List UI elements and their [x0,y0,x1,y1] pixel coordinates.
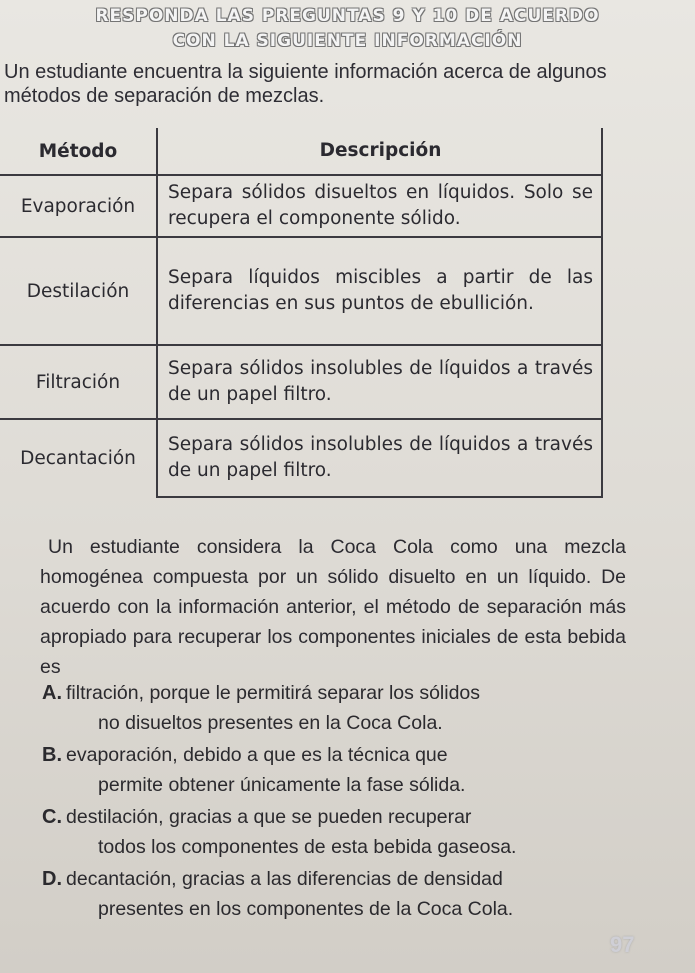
option-text-line-2: permite obtener únicamente la fase sólida. [98,774,466,796]
table-row [0,419,602,497]
table-row [0,237,602,345]
methods-table [0,128,603,498]
method-cell: Evaporación [0,175,157,237]
column-header-method: Método [0,128,157,175]
section-header [0,4,695,54]
option-text-line-1: evaporación, debido a que es la técnica que [66,744,448,766]
option-text-line-1: destilación, gracias a que se pueden recuperar [66,806,472,828]
option-text-line-2: todos los componentes de esta bebida gaseosa. [98,836,517,858]
option-text-line-2: no disueltos presentes en la Coca Cola. [98,712,443,734]
option-letter: C. [42,806,62,828]
description-cell: Separa sólidos insolubles de líquidos a través de un papel filtro. [157,345,602,419]
option-letter: A. [42,682,62,704]
option-a[interactable] [40,678,640,738]
question-text: Un estudiante considera la Coca Cola como una mezcla homogénea compuesta por un sólido disuelto en un líquido. De acuerdo con la información anterior, el método de separación más apropiado para recuperar los componentes iniciales de esta bebida es [40,536,626,678]
table-row [0,175,602,237]
description-cell: Separa sólidos disueltos en líquidos. Solo se recupera el componente sólido. [157,175,602,237]
page-number: 97 [610,932,635,957]
option-text-line-1: decantación, gracias a las diferencias de densidad [66,868,503,890]
method-cell: Filtración [0,345,157,419]
description-cell: Separa líquidos miscibles a partir de las diferencias en sus puntos de ebullición. [157,237,602,345]
column-header-description: Descripción [157,128,602,175]
option-b[interactable] [40,740,640,800]
option-letter: B. [42,744,62,766]
header-line-2: CON LA SIGUIENTE INFORMACIÓN [172,31,523,51]
intro-paragraph: Un estudiante encuentra la siguiente información acerca de algunos métodos de separación de mezclas. [4,61,607,107]
method-cell: Destilación [0,237,157,345]
table-header-row [0,128,602,175]
option-letter: D. [42,868,62,890]
description-cell: Separa sólidos insolubles de líquidos a través de un papel filtro. [157,419,602,497]
header-line-1: RESPONDA LAS PREGUNTAS 9 Y 10 DE ACUERDO [95,6,600,26]
table-row [0,345,602,419]
option-c[interactable] [40,802,640,862]
question-stem [40,532,626,682]
method-cell: Decantación [0,419,157,497]
option-text-line-1: filtración, porque le permitirá separar los sólidos [66,682,481,704]
answer-options [40,678,640,926]
option-d[interactable] [40,864,640,924]
option-text-line-2: presentes en los componentes de la Coca Cola. [98,898,514,920]
